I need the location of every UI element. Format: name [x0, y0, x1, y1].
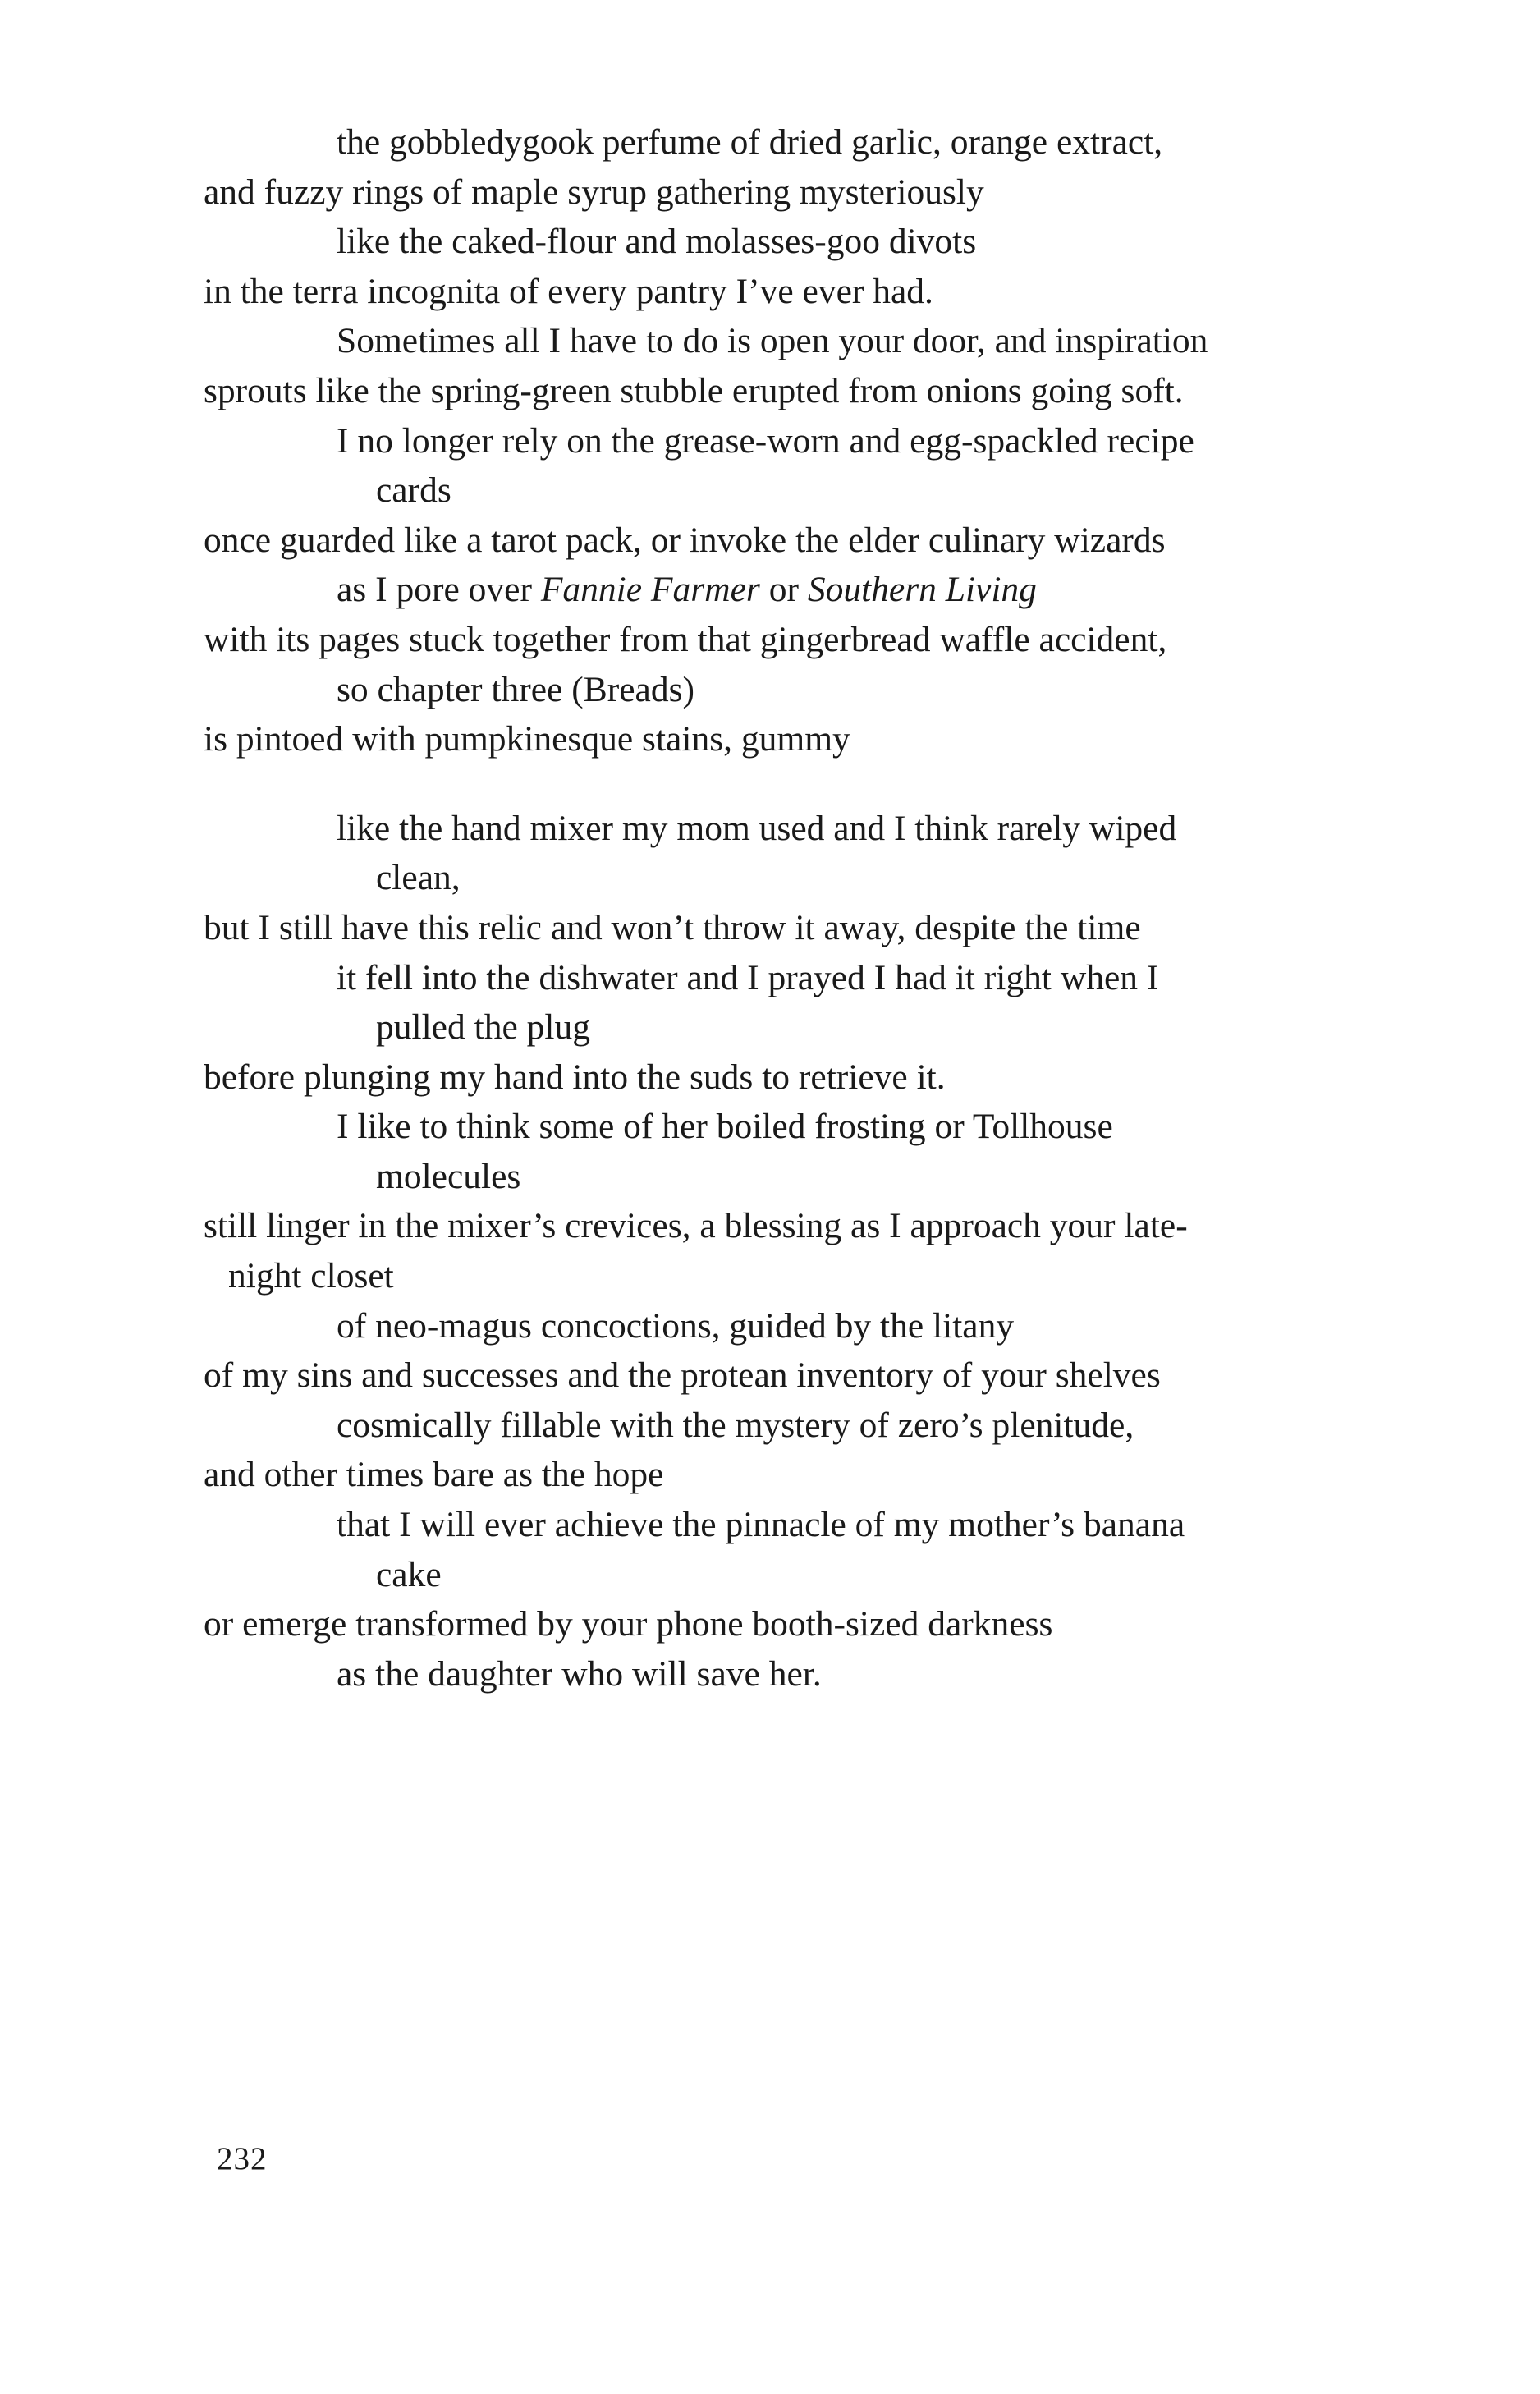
- poem-line: as the daughter who will save her.: [337, 1653, 822, 1694]
- poem-line: before plunging my hand into the suds to retrieve it.: [204, 1057, 946, 1097]
- poem-line: sprouts like the spring-green stubble erupted from onions going soft.: [204, 370, 1184, 410]
- poem-line: I no longer rely on the grease-worn and egg-spackled recipe: [337, 420, 1194, 461]
- poem-line: so chapter three (Breads): [337, 669, 694, 709]
- book-title-fannie-farmer: Fannie Farmer: [540, 570, 760, 610]
- poem-line: pulled the plug: [376, 1007, 590, 1048]
- poem-line: once guarded like a tarot pack, or invoke the elder culinary wizards: [204, 520, 1166, 560]
- poem-line: the gobbledygook perfume of dried garlic, orange extract,: [337, 122, 1163, 162]
- poem-line: cake: [376, 1554, 442, 1594]
- poem-line: clean,: [376, 858, 461, 898]
- poem-line: but I still have this relic and won’t throw it away, despite the time: [204, 907, 1141, 947]
- poem-line: night closet: [228, 1256, 394, 1296]
- poem-line: like the caked-flour and molasses-goo divots: [337, 222, 977, 262]
- stanza-break: [204, 764, 1369, 804]
- poem-line: molecules: [376, 1156, 521, 1196]
- poem-line: of neo-magus concoctions, guided by the litany: [337, 1305, 1015, 1346]
- poem-line: it fell into the dishwater and I prayed I had it right when I: [337, 957, 1159, 998]
- poem-line: in the terra incognita of every pantry I’ve ever had.: [204, 271, 933, 311]
- poem-line: with its pages stuck together from that gingerbread waffle accident,: [204, 619, 1167, 659]
- poem-line: and fuzzy rings of maple syrup gathering mysteriously: [204, 172, 984, 212]
- poem-line: still linger in the mixer’s crevices, a blessing as I approach your late-: [204, 1206, 1188, 1246]
- poem-line: is pintoed with pumpkinesque stains, gummy: [204, 719, 850, 759]
- poem-line: and other times bare as the hope: [204, 1455, 664, 1495]
- poem-line: like the hand mixer my mom used and I think rarely wiped: [337, 808, 1177, 848]
- page-number: 232: [217, 2141, 268, 2176]
- poem-line: cards: [376, 470, 451, 511]
- poem-line: cosmically fillable with the mystery of zero’s plenitude,: [337, 1405, 1134, 1445]
- poem-line: of my sins and successes and the protean inventory of your shelves: [204, 1355, 1161, 1396]
- poem-line-text: as I pore over: [337, 570, 541, 610]
- poem-body: [204, 117, 1369, 1699]
- book-title-southern-living: Southern Living: [807, 570, 1037, 610]
- poem-line: Sometimes all I have to do is open your door, and inspiration: [337, 321, 1208, 361]
- poem-line: I like to think some of her boiled frosting or Tollhouse: [337, 1107, 1113, 1147]
- poem-line: or emerge transformed by your phone booth-sized darkness: [204, 1604, 1053, 1644]
- poem-line-text: or: [759, 570, 808, 610]
- poem-line: that I will ever achieve the pinnacle of my mother’s banana: [337, 1505, 1185, 1545]
- poem-line: [204, 565, 1369, 615]
